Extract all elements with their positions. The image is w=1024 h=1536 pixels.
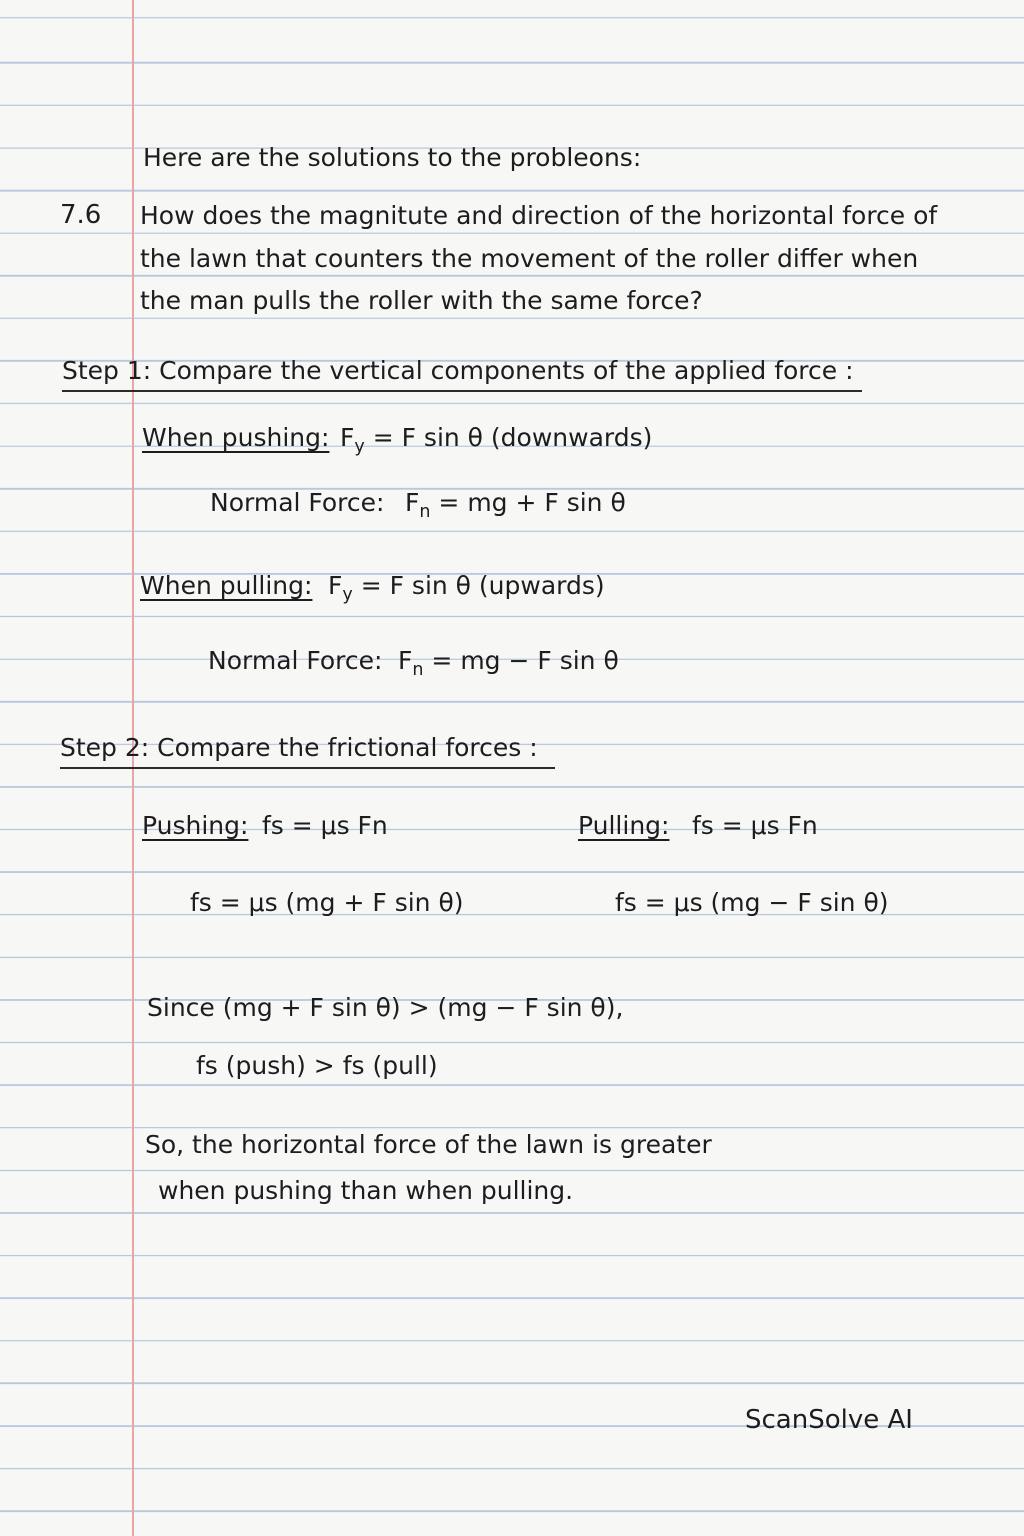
signature: ScanSolve AI — [745, 1405, 913, 1435]
comparison-result: fs (push) > fs (pull) — [196, 1051, 438, 1080]
step2-pushing-equation: fs = μs Fn — [262, 811, 388, 840]
step2-heading-rule — [60, 767, 555, 769]
step1-pulling-label: When pulling: — [140, 571, 313, 600]
intro-text: Here are the solutions to the probleons: — [143, 143, 642, 172]
step2-pushing-label: Pushing: — [142, 811, 249, 840]
step2-pulling-equation: fs = μs Fn — [692, 811, 818, 840]
step2-pulling-label: Pulling: — [578, 811, 670, 840]
problem-line-2: the lawn that counters the movement of the roller differ when — [140, 244, 919, 273]
comparison-line: Since (mg + F sin θ) > (mg − F sin θ), — [147, 993, 624, 1022]
problem-line-1: How does the magnitute and direction of the horizontal force of — [140, 201, 938, 230]
step1-heading: Step 1: Compare the vertical components of the applied force : — [62, 356, 854, 385]
step1-pulling-equation: $F_y = F$ sin θ (upwards) — [328, 571, 605, 606]
step1-pushing-label: When pushing: — [142, 423, 330, 452]
step2-heading: Step 2: Compare the frictional forces : — [60, 733, 538, 762]
step1-pulling-normal-equation: $F_n$ = mg − F sin θ — [398, 646, 619, 681]
step1-heading-rule — [62, 390, 862, 392]
conclusion-line-1: So, the horizontal force of the lawn is greater — [145, 1130, 712, 1159]
problem-number: 7.6 — [60, 200, 102, 230]
step1-pushing-normal-equation: $F_n$ = mg + F sin θ — [405, 488, 626, 523]
step1-pushing-normal-label: Normal Force: — [210, 488, 385, 517]
conclusion-line-2: when pushing than when pulling. — [158, 1176, 574, 1205]
step1-pushing-equation: $F_y = F$ sin θ (downwards) — [340, 423, 653, 458]
step2-pulling-expanded: fs = μs (mg − F sin θ) — [615, 888, 889, 917]
step1-pulling-normal-label: Normal Force: — [208, 646, 383, 675]
step2-pushing-expanded: fs = μs (mg + F sin θ) — [190, 888, 464, 917]
problem-line-3: the man pulls the roller with the same force? — [140, 286, 703, 315]
